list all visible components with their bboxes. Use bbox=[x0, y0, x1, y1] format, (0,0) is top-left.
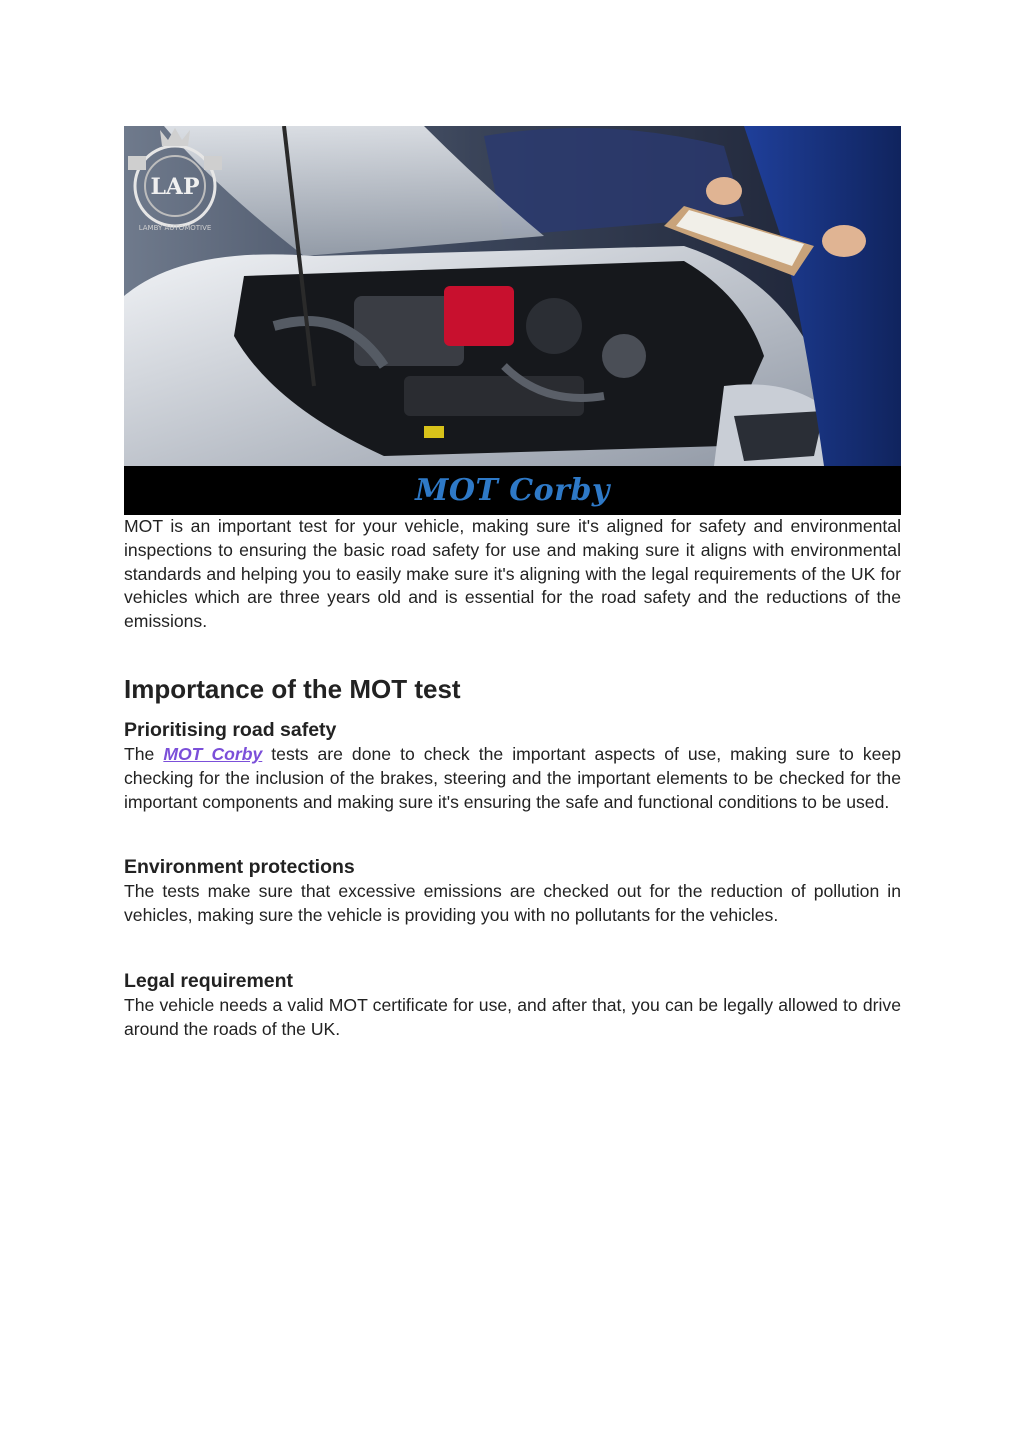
section-paragraph-environment: The tests make sure that excessive emissions are checked out for the reduction of pollution in vehicles, making sure the vehicle is providing you with no pollutants for the vehicles. bbox=[124, 881, 901, 926]
section-title-environment: Environment protections bbox=[124, 856, 355, 879]
section-title-legal: Legal requirement bbox=[124, 969, 294, 992]
logo-text: LAP bbox=[150, 174, 200, 200]
intro-paragraph: MOT is an important test for your vehicle, making sure it's aligned for safety and environmental inspections to ensuring the basic road safety for use and making sure it aligns with environmental standards and helping you to easily make sure it's aligning with the legal requirements of the UK for vehicles which are three years old and is essential for the road safety and the reductions of the emissions. bbox=[124, 516, 901, 632]
section-title-safety: Prioritising road safety bbox=[124, 718, 337, 741]
main-heading: Importance of the MOT test bbox=[124, 673, 461, 704]
safety-text-before-link: The bbox=[124, 743, 164, 764]
section-paragraph-legal: The vehicle needs a valid MOT certificate for use, and after that, you can be legally allowed to drive around the roads of the UK. bbox=[124, 994, 901, 1039]
mot-corby-link[interactable]: MOT Corby bbox=[163, 743, 263, 764]
hero-image bbox=[124, 126, 901, 515]
engine-bay-illustration bbox=[124, 126, 901, 466]
lap-logo-emblem bbox=[124, 126, 226, 234]
hero-banner bbox=[124, 466, 901, 515]
safety-text-after-link: tests are done to check the important aspects of use, making sure to keep checking for the inclusion of the brakes, steering and the important elements to be checked for the important components and making sure it's ensuring the safe and functional conditions to be used. bbox=[124, 743, 901, 812]
document-page bbox=[124, 126, 901, 1042]
hero-banner-title: MOT Corby bbox=[415, 473, 610, 508]
logo-caption: LAMBY AUTOMOTIVE bbox=[138, 224, 212, 232]
section-paragraph-safety bbox=[124, 743, 901, 814]
